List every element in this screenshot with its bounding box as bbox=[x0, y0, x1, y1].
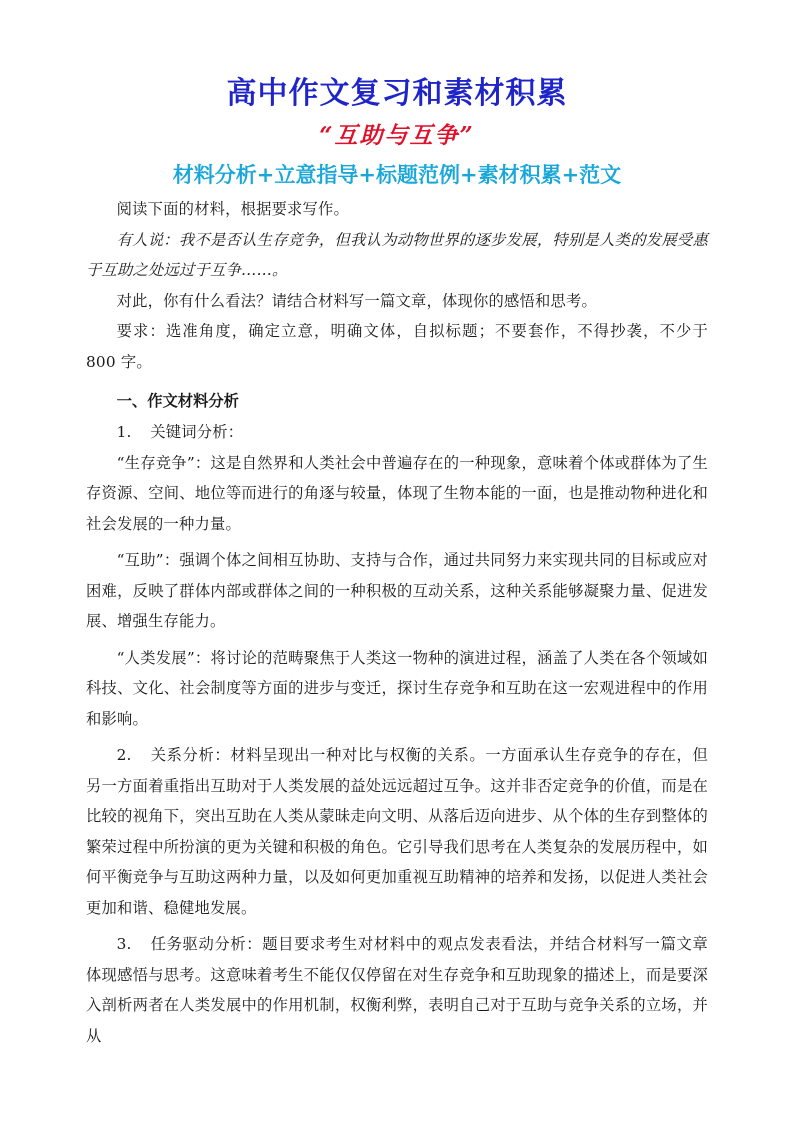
item-relation-analysis bbox=[86, 740, 708, 923]
section-heading: 一、作文材料分析 bbox=[116, 392, 239, 410]
item-text: 关系分析：材料呈现出一种对比与权衡的关系。一方面承认生存竞争的存在，但另一方面着重指出互助对于人类发展的益处远远超过互争。这并非否定竞争的价值，而是在比较的视角下，突出互助在人类从蒙昧走向文明、从落后迈向进步、从个体的生存到整体的繁荣过程中所扮演的更为关键和积极的角色。它引导我们思考在人类复杂的发展历程中，如何平衡竞争与互助这两种力量，以及如何更加重视互助精神的培养和发扬，以促进人类社会更加和谐、稳健地发展。 bbox=[86, 746, 708, 917]
keyword-human-development: “人类发展”：将讨论的范畴聚焦于人类这一物种的演进过程，涵盖了人类在各个领域如科技、文化、社会制度等方面的进步与变迁，探讨生存竞争和互助在这一宏观进程中的作用和影响。 bbox=[86, 648, 708, 728]
item-task-analysis bbox=[86, 929, 708, 1051]
document-title: 高中作文复习和素材积累 bbox=[226, 76, 568, 111]
document-headline: 材料分析+立意指导+标题范例+素材积累+范文 bbox=[172, 162, 622, 187]
keyword-mutual-aid: “互助”：强调个体之间相互协助、支持与合作，通过共同努力来实现共同的目标或应对困难，反映了群体内部或群体之间的一种积极的互动关系，这种关系能够凝聚力量、促进发展、增强生存能力。 bbox=[86, 551, 708, 630]
item-title: 关键词分析： bbox=[150, 423, 244, 441]
document-subtitle: “互助与互争” bbox=[319, 122, 475, 149]
item-number: 2. bbox=[116, 746, 132, 764]
prompt-intro: 阅读下面的材料，根据要求写作。 bbox=[116, 200, 350, 218]
item-number: 3. bbox=[116, 935, 132, 953]
prompt-task: 对此，你有什么看法？请结合材料写一篇文章，体现你的感悟和思考。 bbox=[116, 291, 597, 310]
item-keyword-analysis bbox=[86, 417, 708, 448]
keyword-survival-competition: “生存竞争”：这是自然界和人类社会中普遍存在的一种现象，意味着个体或群体为了生存资源、空间、地位等而进行的角逐与较量，体现了生物本能的一面，也是推动物种进化和社会发展的一种力量。 bbox=[86, 453, 708, 533]
prompt-quote: 有人说：我不是否认生存竞争，但我认为动物世界的逐步发展，特别是人类的发展受惠于互助之处远过于互争……。 bbox=[86, 230, 708, 279]
item-number: 1. bbox=[116, 423, 132, 441]
prompt-requirement: 要求：选准角度，确定立意，明确文体，自拟标题；不要套作，不得抄袭，不少于 800 字。 bbox=[86, 322, 708, 371]
item-text: 任务驱动分析：题目要求考生对材料中的观点发表看法，并结合材料写一篇文章体现感悟与思考。这意味着考生不能仅仅停留在对生存竞争和互助现象的描述上，而是要深入剖析两者在人类发展中的作用机制，权衡利弊，表明自己对于互助与竞争关系的立场，并从 bbox=[86, 935, 708, 1045]
